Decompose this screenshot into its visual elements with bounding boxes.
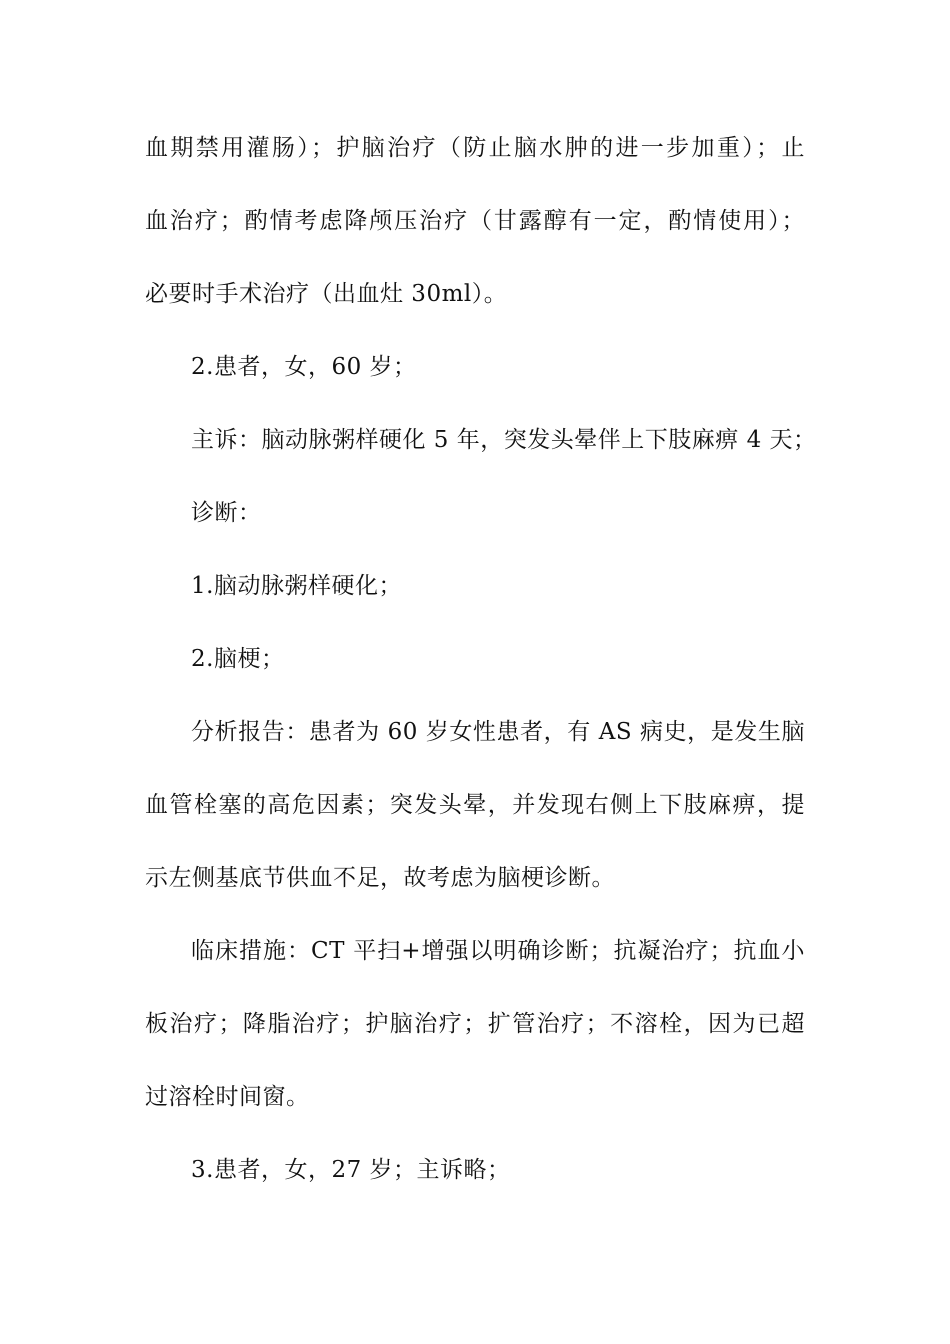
text-line: 1.脑动脉粥样硬化； xyxy=(191,573,402,599)
text-line: 必要时手术治疗（出血灶 30ml）。 xyxy=(145,281,508,307)
text-line: 3.患者，女，27 岁；主诉略； xyxy=(191,1157,511,1183)
text-line: 过溶栓时间窗。 xyxy=(145,1084,310,1110)
text-line: 2.脑梗； xyxy=(191,646,285,672)
text-line: 诊断： xyxy=(191,500,262,526)
text-line: 临床措施：CT 平扫+增强以明确诊断；抗凝治疗；抗血小 xyxy=(191,938,805,964)
text-line: 2.患者，女，60 岁； xyxy=(191,354,417,380)
text-line: 分析报告：患者为 60 岁女性患者，有 AS 病史，是发生脑 xyxy=(191,719,805,745)
text-line: 血治疗；酌情考虑降颅压治疗（甘露醇有一定，酌情使用）； xyxy=(145,208,805,234)
text-line: 板治疗；降脂治疗；护脑治疗；扩管治疗；不溶栓，因为已超 xyxy=(145,1011,805,1037)
text-line: 示左侧基底节供血不足，故考虑为脑梗诊断。 xyxy=(145,865,615,891)
text-line: 血管栓塞的高危因素；突发头晕，并发现右侧上下肢麻痹，提 xyxy=(145,792,805,818)
text-line: 主诉：脑动脉粥样硬化 5 年，突发头晕伴上下肢麻痹 4 天； xyxy=(191,427,817,453)
document-body xyxy=(145,130,817,1225)
text-line: 血期禁用灌肠）；护脑治疗（防止脑水肿的进一步加重）；止 xyxy=(145,135,805,161)
